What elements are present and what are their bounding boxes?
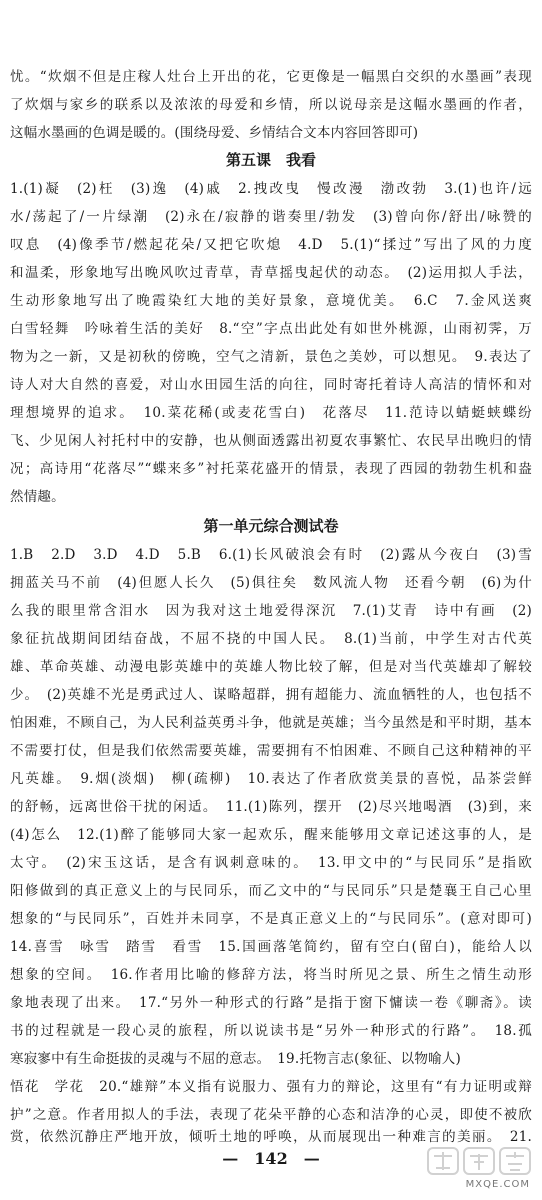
text-line: 阳修做到的真正意义上的与民同乐，而乙文中的“与民同乐”只是楚襄王自己心里: [10, 883, 532, 899]
lesson-heading: 第五课 我看: [225, 151, 316, 169]
text-line: 赏，依然沉静庄严地开放，倾听土地的呼唤，从而展现出一种难言的美丽。 21.: [10, 1129, 532, 1145]
text-line: 水/荡起了/一片绿潮 (2)永在/寂静的谐奏里/勃发 (3)曾向你/舒出/咏赞的: [10, 209, 532, 225]
text-line: 想象的空间。 16.作者用比喻的修辞方法，将当时所见之景、所生之情生动形: [10, 967, 532, 983]
text-line: 象征抗战期间团结奋战，不屈不挠的中国人民。 8.(1)当前，中学生对古代英: [10, 631, 532, 647]
text-line: 这幅水墨画的色调是暖的。(围绕母爱、乡情结合文本内容回答即可): [10, 125, 419, 141]
text-line: 太守。 (2)宋玉这话，是含有讽刺意味的。 13.甲文中的“与民同乐”是指欧: [10, 855, 532, 871]
text-line: 理想境界的追求。 10.菜花稀(或麦花雪白) 花落尽 11.范诗以蜻蜓蛱蝶纷: [10, 405, 532, 421]
watermark-text: MXQE.COM: [465, 1179, 530, 1190]
text-line: 生动形象地写出了晚霞染红大地的美好景象，意境优美。 6.C 7.金风送爽: [10, 293, 532, 309]
text-line: 飞、少见闲人衬托村中的安静，也从侧面透露出初夏农事繁忙、农民早出晚归的情: [10, 433, 532, 449]
text-line: 不需要打仗，但是我们依然需要英雄，需要拥有不怕困难、不顾自己这种精神的平: [10, 743, 532, 759]
text-line: 况；高诗用“花落尽”“蝶来多”衬托菜花盛开的情景，表现了西园的勃勃生机和盎: [10, 461, 532, 477]
text-line: 护”之意。作者用拟人的手法，表现了花朵平静的心态和洁净的心灵，即使不被欣: [10, 1107, 532, 1123]
text-line: 拥蓝关马不前 (4)但愿人长久 (5)俱往矣 数风流人物 还看今朝 (6)为什: [10, 575, 532, 591]
text-line: 白雪轻舞 吟咏着生活的美好 8.“空”字点出此处有如世外桃源，山雨初霁，万: [10, 321, 532, 337]
text-line: 1.B 2.D 3.D 4.D 5.B 6.(1)长风破浪会有时 (2)露从今夜白 (3)雪: [10, 547, 532, 563]
text-line: 和温柔，形象地写出晚风吹过青草，青草摇曳起伏的动态。 (2)运用拟人手法，: [10, 265, 532, 281]
page-number: — 142 —: [222, 1149, 320, 1168]
text-line: 少。 (2)英雄不光是勇武过人、谋略超群，拥有超能力、流血牺牲的人，也包括不: [10, 687, 532, 703]
text-line: 忧。“炊烟不但是庄稼人灶台上开出的花，它更像是一幅黑白交织的水墨画”表现: [10, 69, 532, 85]
text-line: 1.(1)凝 (2)枉 (3)逸 (4)戚 2.拽改曳 慢改漫 渤改勃 3.(1)也许/远: [10, 181, 532, 197]
text-line: 然情趣。: [10, 489, 65, 505]
unit-test-heading: 第一单元综合测试卷: [203, 517, 339, 535]
text-line: 物为之一新，又是初秋的傍晚，空气之清新，景色之美妙，可以想见。 9.表达了: [10, 349, 532, 365]
text-line: 14.喜雪 咏雪 踏雪 看雪 15.国画落笔简约，留有空白(留白)，能给人以: [10, 939, 532, 955]
text-line: 么我的眼里常含泪水 因为我对这土地爱得深沉 7.(1)艾青 诗中有画 (2): [10, 603, 532, 619]
text-line: 寒寂寥中有生命挺拔的灵魂与不屈的意志。 19.托物言志(象征、以物喻人): [10, 1051, 461, 1067]
text-line: 想象的“与民同乐”，百姓并未同享，不是真正意义上的“与民同乐”。(意对即可): [10, 911, 532, 927]
text-line: 诗人对大自然的喜爱，对山水田园生活的向往，同时寄托着诗人高洁的情怀和对: [10, 377, 532, 393]
text-line: 怕困难，不顾自己，为人民利益英勇斗争，他就是英雄；当今虽然是和平时期，基本: [10, 715, 532, 731]
text-line: 悟花 学花 20.“雄辩”本义指有说服力、强有力的辩论，这里有“有力证明或辩: [10, 1079, 532, 1095]
text-line: 雄、革命英雄、动漫电影英雄中的英雄人物比较了解，但是对当代英雄却了解较: [10, 659, 532, 675]
text-line: 叹息 (4)像季节/燃起花朵/又把它吹熄 4.D 5.(1)“揉过”写出了风的力度: [10, 237, 532, 253]
text-line: (4)怎么 12.(1)醉了能够同大家一起欢乐，醒来能够用文章记述这事的人，是: [10, 827, 532, 843]
text-line: 象地表现了出来。 17.“另外一种形式的行路”是指于窗下慵读一卷《聊斋》。读: [10, 995, 532, 1011]
text-line: 的舒畅，远离世俗干扰的闲适。 11.(1)陈列，摆开 (2)尽兴地喝酒 (3)到，来: [10, 799, 532, 815]
text-line: 了炊烟与家乡的联系以及浓浓的母爱和乡情，所以说母亲是这幅水墨画的作者，: [10, 97, 532, 113]
text-line: 书的过程就是一段心灵的旅程，所以说读书是“另外一种形式的行路”。 18.孤: [10, 1023, 532, 1039]
text-line: 凡英雄。 9.烟(淡烟) 柳(疏柳) 10.表达了作者欣赏美景的喜悦，品茶尝鲜: [10, 771, 532, 787]
